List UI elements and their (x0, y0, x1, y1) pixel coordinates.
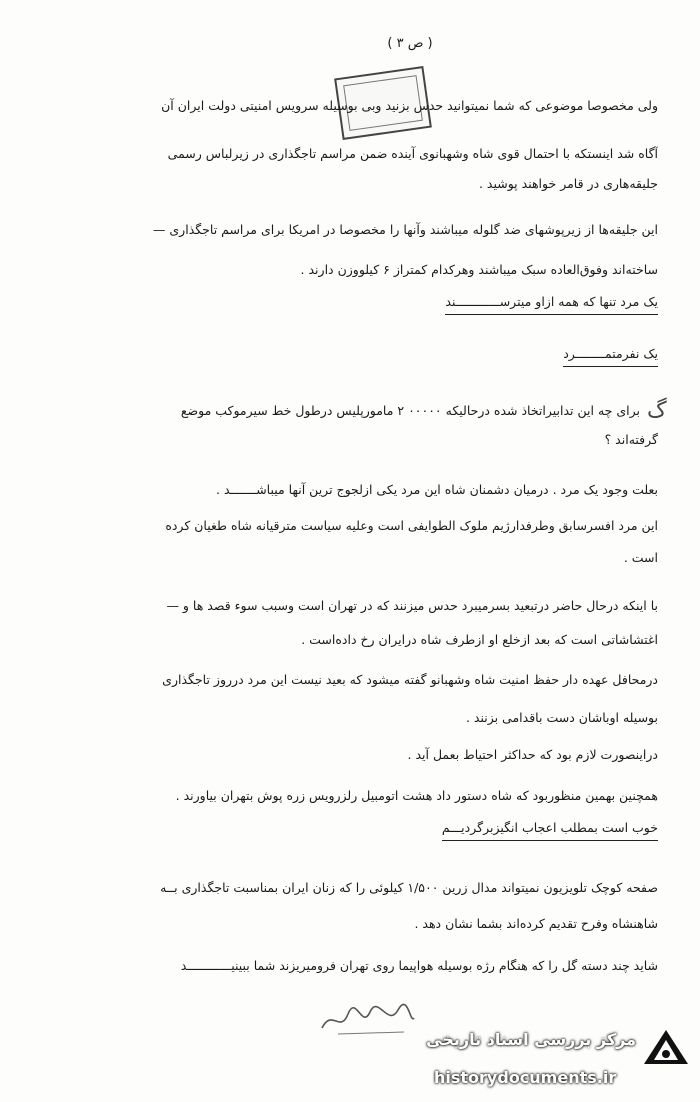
section-heading: خوب است بمطلب اعجاب انگیزبرگردیـــم (442, 820, 658, 841)
text-line: بعلت وجود یک مرد . درمیان دشمنان شاه این مرد یکی ازلجوج ترین آنها میباشـــــــد . (216, 482, 658, 497)
section-heading: یک مرد تنها که همه ازاو میترســــــــــــند (445, 294, 658, 315)
website-url: historydocuments.ir (434, 1068, 617, 1087)
text-line: اغتشاشاتی است که بعد ازخلع او ازطرف شاه درایران رخ داده‌است . (301, 632, 658, 647)
text-line: برای چه این تدابیراتخاذ شده درحالیکه ۰۰۰۰۰ ۲ مامورپلیس درطول خط سیرموکب موضع (180, 403, 640, 418)
handwritten-initials (318, 1000, 418, 1040)
text-line: با اینکه درحال حاضر درتبعید بسرمیبرد حدس میزنند که در تهران است وسبب سوء قصد ها و — (166, 598, 658, 613)
footer-watermark (420, 1020, 698, 1102)
text-line: آگاه شد اینستکه با احتمال قوی شاه وشهبانوی آینده ضمن مراسم تاجگذاری در زیرلباس رسمی (167, 146, 658, 161)
text-line: صفحه کوچک تلویزیون نمیتواند مدال زرین ۱/۵۰۰ کیلوئی را که زنان ایران بمناسبت تاجگذاری بــه (160, 880, 658, 895)
text-line: ساخته‌اند وفوق‌العاده سبک میباشند وهرکدام کمتراز ۶ کیلووزن دارند . (300, 262, 658, 277)
text-line: جلیقه‌هاری در قامر خواهند پوشید . (478, 176, 658, 191)
text-line: این مرد افسرسابق وطرفدارژیم ملوک الطوایفی است وعلیه سیاست مترقیانه شاه طغیان کرده (165, 518, 658, 533)
text-line: ولی مخصوصا موضوعی که شما نمیتوانید حدس بزنید وبی بوسیله سرویس امنیتی دولت ایران آن (161, 98, 658, 113)
organization-name: مرکز بررسی اسناد تاریخی (426, 1030, 636, 1049)
text-line: است . (623, 550, 658, 565)
text-line: این جلیقه‌ها از زیرپوشهای ضد گلوله میباشند وآنها را مخصوصا در امریکا برای مراسم تاجگذاری — (152, 222, 658, 237)
margin-annotation: ﮒ (647, 398, 667, 423)
text-line: شاهنشاه وفرح تقدیم کرده‌اند بشما نشان دهد . (414, 916, 658, 931)
text-line: دراینصورت لازم بود که حداکثر احتیاط بعمل آید . (407, 747, 658, 762)
section-heading: یک نفرمتمــــــــرد (563, 346, 658, 367)
text-line: درمحافل عهده دار حفظ امنیت شاه وشهبانو گفته میشود که بعید نیست این مرد درروز تاجگذاری (162, 672, 658, 687)
page-number: ( ص ۳ ) (387, 36, 433, 51)
archive-logo-icon (640, 1024, 692, 1072)
text-line: گرفته‌اند ؟ (604, 432, 658, 447)
text-line: همچنین بهمین منظوربود که شاه دستور داد هشت اتومبیل رلزرویس زره پوش بتهران بیاورند . (175, 788, 658, 803)
text-line: شاید چند دسته گل را که هنگام رژه بوسیله هواپیما روی تهران فرومیریزند شما ببینیــــــــــــد (180, 958, 658, 973)
text-line: بوسیله اوباشان دست باقدامی بزنند . (465, 710, 658, 725)
